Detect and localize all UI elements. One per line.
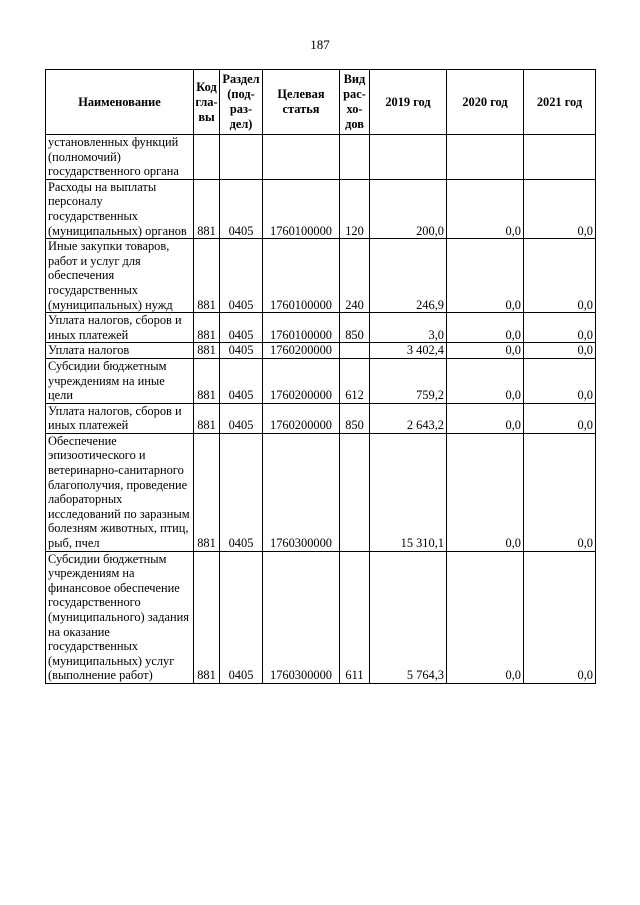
cell-article: 1760100000 [263, 239, 340, 313]
cell-article: 1760200000 [263, 403, 340, 433]
cell-2019: 3 402,4 [370, 343, 447, 359]
cell-section: 0405 [220, 551, 263, 683]
cell-name: Уплата налогов, сборов и иных платежей [46, 403, 194, 433]
page-number: 187 [310, 37, 330, 52]
budget-table [45, 69, 596, 684]
cell-name: Уплата налогов, сборов и иных платежей [46, 313, 194, 343]
cell-2019 [370, 135, 447, 180]
cell-type [340, 433, 370, 551]
header-2019: 2019 год [370, 70, 447, 135]
cell-2019: 5 764,3 [370, 551, 447, 683]
cell-code: 881 [194, 358, 220, 403]
cell-2021: 0,0 [524, 179, 596, 238]
cell-2019: 246,9 [370, 239, 447, 313]
cell-2021: 0,0 [524, 358, 596, 403]
cell-2021: 0,0 [524, 433, 596, 551]
cell-2019: 2 643,2 [370, 403, 447, 433]
cell-section [220, 135, 263, 180]
header-name: Наименование [46, 70, 194, 135]
cell-name: Иные закупки товаров, работ и услуг для обеспечения государственных (муниципальных) нужд [46, 239, 194, 313]
table-row [46, 358, 596, 403]
table-row [46, 179, 596, 238]
cell-article: 1760300000 [263, 433, 340, 551]
cell-article: 1760100000 [263, 179, 340, 238]
table-row [46, 403, 596, 433]
cell-section: 0405 [220, 358, 263, 403]
cell-2021: 0,0 [524, 403, 596, 433]
cell-2021: 0,0 [524, 313, 596, 343]
cell-2020: 0,0 [447, 179, 524, 238]
table-row [46, 239, 596, 313]
table-row [46, 551, 596, 683]
cell-2020: 0,0 [447, 313, 524, 343]
cell-code: 881 [194, 239, 220, 313]
cell-section: 0405 [220, 239, 263, 313]
cell-name: Уплата налогов [46, 343, 194, 359]
cell-type: 850 [340, 403, 370, 433]
cell-type: 120 [340, 179, 370, 238]
cell-code: 881 [194, 551, 220, 683]
header-2021: 2021 год [524, 70, 596, 135]
table-row [46, 135, 596, 180]
table-row [46, 433, 596, 551]
cell-type [340, 343, 370, 359]
cell-name: установленных функций (полномочий) государственного органа [46, 135, 194, 180]
cell-code [194, 135, 220, 180]
cell-2021: 0,0 [524, 239, 596, 313]
cell-2019: 759,2 [370, 358, 447, 403]
cell-code: 881 [194, 179, 220, 238]
cell-name: Обеспечение эпизоотического и ветеринарно-санитарного благополучия, проведение лабораторных исследований по заразным болезням животных, птиц, рыб, пчел [46, 433, 194, 551]
cell-section: 0405 [220, 313, 263, 343]
cell-type: 240 [340, 239, 370, 313]
cell-section: 0405 [220, 403, 263, 433]
cell-section: 0405 [220, 179, 263, 238]
header-type: Вид рас-хо-дов [340, 70, 370, 135]
table-row [46, 343, 596, 359]
cell-2019: 200,0 [370, 179, 447, 238]
cell-article: 1760300000 [263, 551, 340, 683]
header-2020: 2020 год [447, 70, 524, 135]
cell-2020 [447, 135, 524, 180]
cell-code: 881 [194, 343, 220, 359]
cell-name: Субсидии бюджетным учреждениям на иные цели [46, 358, 194, 403]
cell-code: 881 [194, 313, 220, 343]
cell-article: 1760100000 [263, 313, 340, 343]
cell-2020: 0,0 [447, 403, 524, 433]
cell-type: 850 [340, 313, 370, 343]
cell-type: 612 [340, 358, 370, 403]
header-code: Код гла-вы [194, 70, 220, 135]
cell-name: Субсидии бюджетным учреждениям на финансовое обеспечение государственного (муниципального) задания на оказание государственных (муниципальных) услуг (выполнение работ) [46, 551, 194, 683]
cell-article [263, 135, 340, 180]
cell-article: 1760200000 [263, 358, 340, 403]
cell-2019: 15 310,1 [370, 433, 447, 551]
table-header-row [46, 70, 596, 135]
cell-section: 0405 [220, 433, 263, 551]
cell-2020: 0,0 [447, 433, 524, 551]
header-section: Раздел (под-раз-дел) [220, 70, 263, 135]
cell-2021: 0,0 [524, 551, 596, 683]
cell-name: Расходы на выплаты персоналу государственных (муниципальных) органов [46, 179, 194, 238]
cell-section: 0405 [220, 343, 263, 359]
cell-2021: 0,0 [524, 343, 596, 359]
cell-2020: 0,0 [447, 551, 524, 683]
cell-type: 611 [340, 551, 370, 683]
cell-2020: 0,0 [447, 343, 524, 359]
cell-article: 1760200000 [263, 343, 340, 359]
table-row [46, 313, 596, 343]
cell-2019: 3,0 [370, 313, 447, 343]
cell-2020: 0,0 [447, 239, 524, 313]
header-article: Целевая статья [263, 70, 340, 135]
cell-2021 [524, 135, 596, 180]
cell-code: 881 [194, 403, 220, 433]
cell-code: 881 [194, 433, 220, 551]
cell-2020: 0,0 [447, 358, 524, 403]
cell-type [340, 135, 370, 180]
